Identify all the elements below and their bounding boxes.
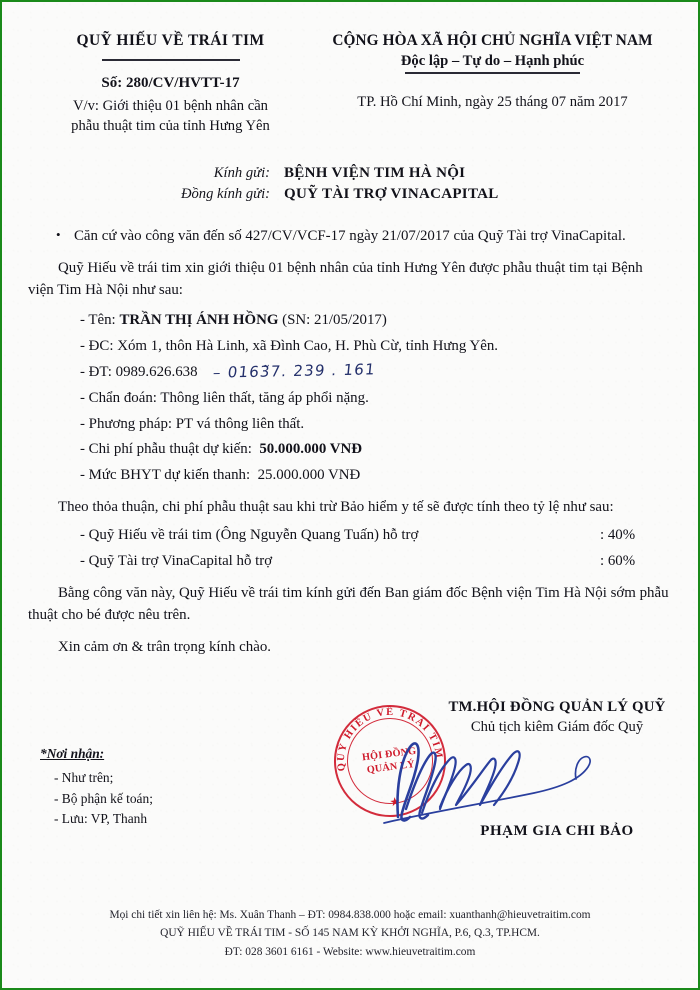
patient-birth-date: (SN: 21/05/2017) bbox=[282, 312, 387, 328]
support-rate-text: - Quỹ Tài trợ VinaCapital hỗ trợ bbox=[80, 552, 273, 569]
support-rate-value: : 60% bbox=[600, 552, 636, 569]
signature-title: TM.HỘI ĐỒNG QUẢN LÝ QUỸ bbox=[448, 698, 666, 715]
list-item: - Lưu: VP, Thanh bbox=[54, 811, 148, 827]
list-item: - Như trên; bbox=[54, 769, 114, 785]
recipient-label: Đồng kính gửi: bbox=[180, 186, 270, 203]
recipient-row bbox=[148, 186, 672, 203]
intro-paragraph: Quỹ Hiếu về trái tim xin giới thiệu 01 bệnh nhân của tỉnh Hưng Yên được phẫu thuật tim tại Bệnh viện Tim Hà Nội như sau: bbox=[28, 259, 643, 299]
org-name-underline bbox=[102, 59, 240, 61]
reference-text: Căn cứ vào công văn đến số 427/CV/VCF-17 ngày 21/07/2017 của Quỹ Tài trợ VinaCapital. bbox=[74, 228, 626, 245]
header-left-block bbox=[28, 32, 313, 137]
reference-bullet-row bbox=[28, 225, 672, 248]
surgery-cost-label: - Chi phí phẫu thuật dự kiến: bbox=[80, 441, 252, 458]
surgery-cost-value: 50.000.000 VNĐ bbox=[259, 441, 363, 458]
patient-address: - ĐC: Xóm 1, thôn Hà Linh, xã Đình Cao, H. Phù Cừ, tỉnh Hưng Yên. bbox=[80, 337, 499, 354]
national-title: CỘNG HÒA XÃ HỘI CHỦ NGHĨA VIỆT NAM bbox=[332, 32, 653, 49]
patient-name-row bbox=[80, 309, 672, 332]
bhyt-label: - Mức BHYT dự kiến thanh: bbox=[80, 466, 251, 483]
motto-underline bbox=[405, 72, 580, 74]
stamp-center-line-2: QUẢN LÝ bbox=[366, 758, 416, 776]
stamp-star-icon: ★ bbox=[388, 793, 402, 809]
support-rate-text: - Quỹ Hiếu về trái tim (Ông Nguyễn Quang Tuấn) hỗ trợ bbox=[80, 527, 419, 544]
agreement-paragraph: Theo thỏa thuận, chi phí phẫu thuật sau khi trừ Bảo hiểm y tế sẽ được tính theo tỷ lệ như sau: bbox=[58, 498, 614, 515]
distribution-list-title: *Nơi nhận: bbox=[40, 746, 105, 761]
thanks-paragraph: Xin cảm ơn & trân trọng kính chào. bbox=[58, 638, 271, 655]
stamp-center-line-1: HỘI ĐỒNG bbox=[361, 744, 417, 763]
patient-phone-handwritten-note: – 0163̃7. 239 . 161 bbox=[212, 360, 377, 383]
surgery-cost-row bbox=[80, 438, 672, 461]
place-and-date: TP. Hồ Chí Minh, ngày 25 tháng 07 năm 2017 bbox=[357, 93, 628, 110]
patient-method: - Phương pháp: PT vá thông liên thất. bbox=[80, 415, 305, 432]
patient-phone: - ĐT: 0989.626.638 bbox=[80, 364, 198, 381]
support-rate-row bbox=[80, 550, 672, 573]
distribution-list bbox=[40, 744, 153, 830]
recipient-row bbox=[148, 165, 672, 182]
support-rate-value: : 40% bbox=[600, 527, 636, 544]
recipient-value: QUỸ TÀI TRỢ VINACAPITAL bbox=[284, 186, 499, 203]
bhyt-row bbox=[80, 464, 672, 487]
distribution-items bbox=[40, 768, 153, 830]
footer-phone-website-line: ĐT: 028 3601 6161 - Website: www.hieuvetraitim.com bbox=[224, 946, 476, 959]
footer-address-line: QUỸ HIẾU VỀ TRÁI TIM - SỐ 145 NAM KỲ KHỞI NGHĨA, P.6, Q.3, TP.HCM. bbox=[160, 927, 540, 940]
header-right-block bbox=[313, 32, 672, 111]
closing-paragraph: Bằng công văn này, Quỹ Hiếu về trái tim kính gửi đến Ban giám đốc Bệnh viện Tim Hà Nội sớm phẫu thuật cho bé được nêu trên. bbox=[28, 584, 669, 624]
patient-phone-row bbox=[80, 360, 672, 384]
document-number: Số: 280/CV/HVTT-17 bbox=[101, 74, 240, 91]
subject-line-2: phẫu thuật tim của tỉnh Hưng Yên bbox=[71, 118, 270, 135]
recipient-value: BỆNH VIỆN TIM HÀ NỘI bbox=[284, 165, 466, 182]
organization-name: QUỸ HIẾU VỀ TRÁI TIM bbox=[76, 32, 265, 49]
patient-name-label: - Tên: bbox=[80, 312, 116, 328]
support-rate-row bbox=[80, 524, 672, 547]
document-header bbox=[28, 2, 672, 137]
national-motto: Độc lập – Tự do – Hạnh phúc bbox=[400, 53, 585, 69]
national-motto-wrap bbox=[313, 50, 672, 74]
support-rate-list bbox=[28, 524, 672, 572]
subject-line-1: V/v: Giới thiệu 01 bệnh nhân cần bbox=[73, 97, 268, 114]
recipients-block bbox=[28, 165, 672, 203]
signature-subtitle: Chủ tịch kiêm Giám đốc Quỹ bbox=[470, 718, 644, 735]
footer-contact-line: Mọi chi tiết xin liên hệ: Ms. Xuân Thanh – ĐT: 0984.838.000 hoặc email: xuanthanh@hieuvetraitim.com bbox=[109, 908, 591, 921]
patient-name-value: TRẦN THỊ ÁNH HỒNG bbox=[119, 312, 279, 328]
patient-detail-list bbox=[28, 309, 672, 487]
signer-name: PHẠM GIA CHI BẢO bbox=[480, 822, 634, 839]
signature-title-block bbox=[432, 699, 682, 736]
document-body bbox=[28, 225, 672, 659]
document-footer bbox=[2, 906, 698, 962]
patient-diagnosis: - Chẩn đoán: Thông liên thất, tăng áp phổi nặng. bbox=[80, 389, 369, 406]
official-stamp bbox=[328, 698, 453, 823]
recipient-label: Kính gửi: bbox=[213, 165, 270, 182]
bullet-icon: • bbox=[56, 227, 61, 243]
list-item: - Bộ phận kế toán; bbox=[54, 790, 153, 806]
bhyt-value: 25.000.000 VNĐ bbox=[257, 466, 361, 483]
subject-line bbox=[28, 96, 313, 137]
stamp-arc-label: QUỸ HIẾU VỀ TRÁI TIM bbox=[335, 706, 445, 772]
